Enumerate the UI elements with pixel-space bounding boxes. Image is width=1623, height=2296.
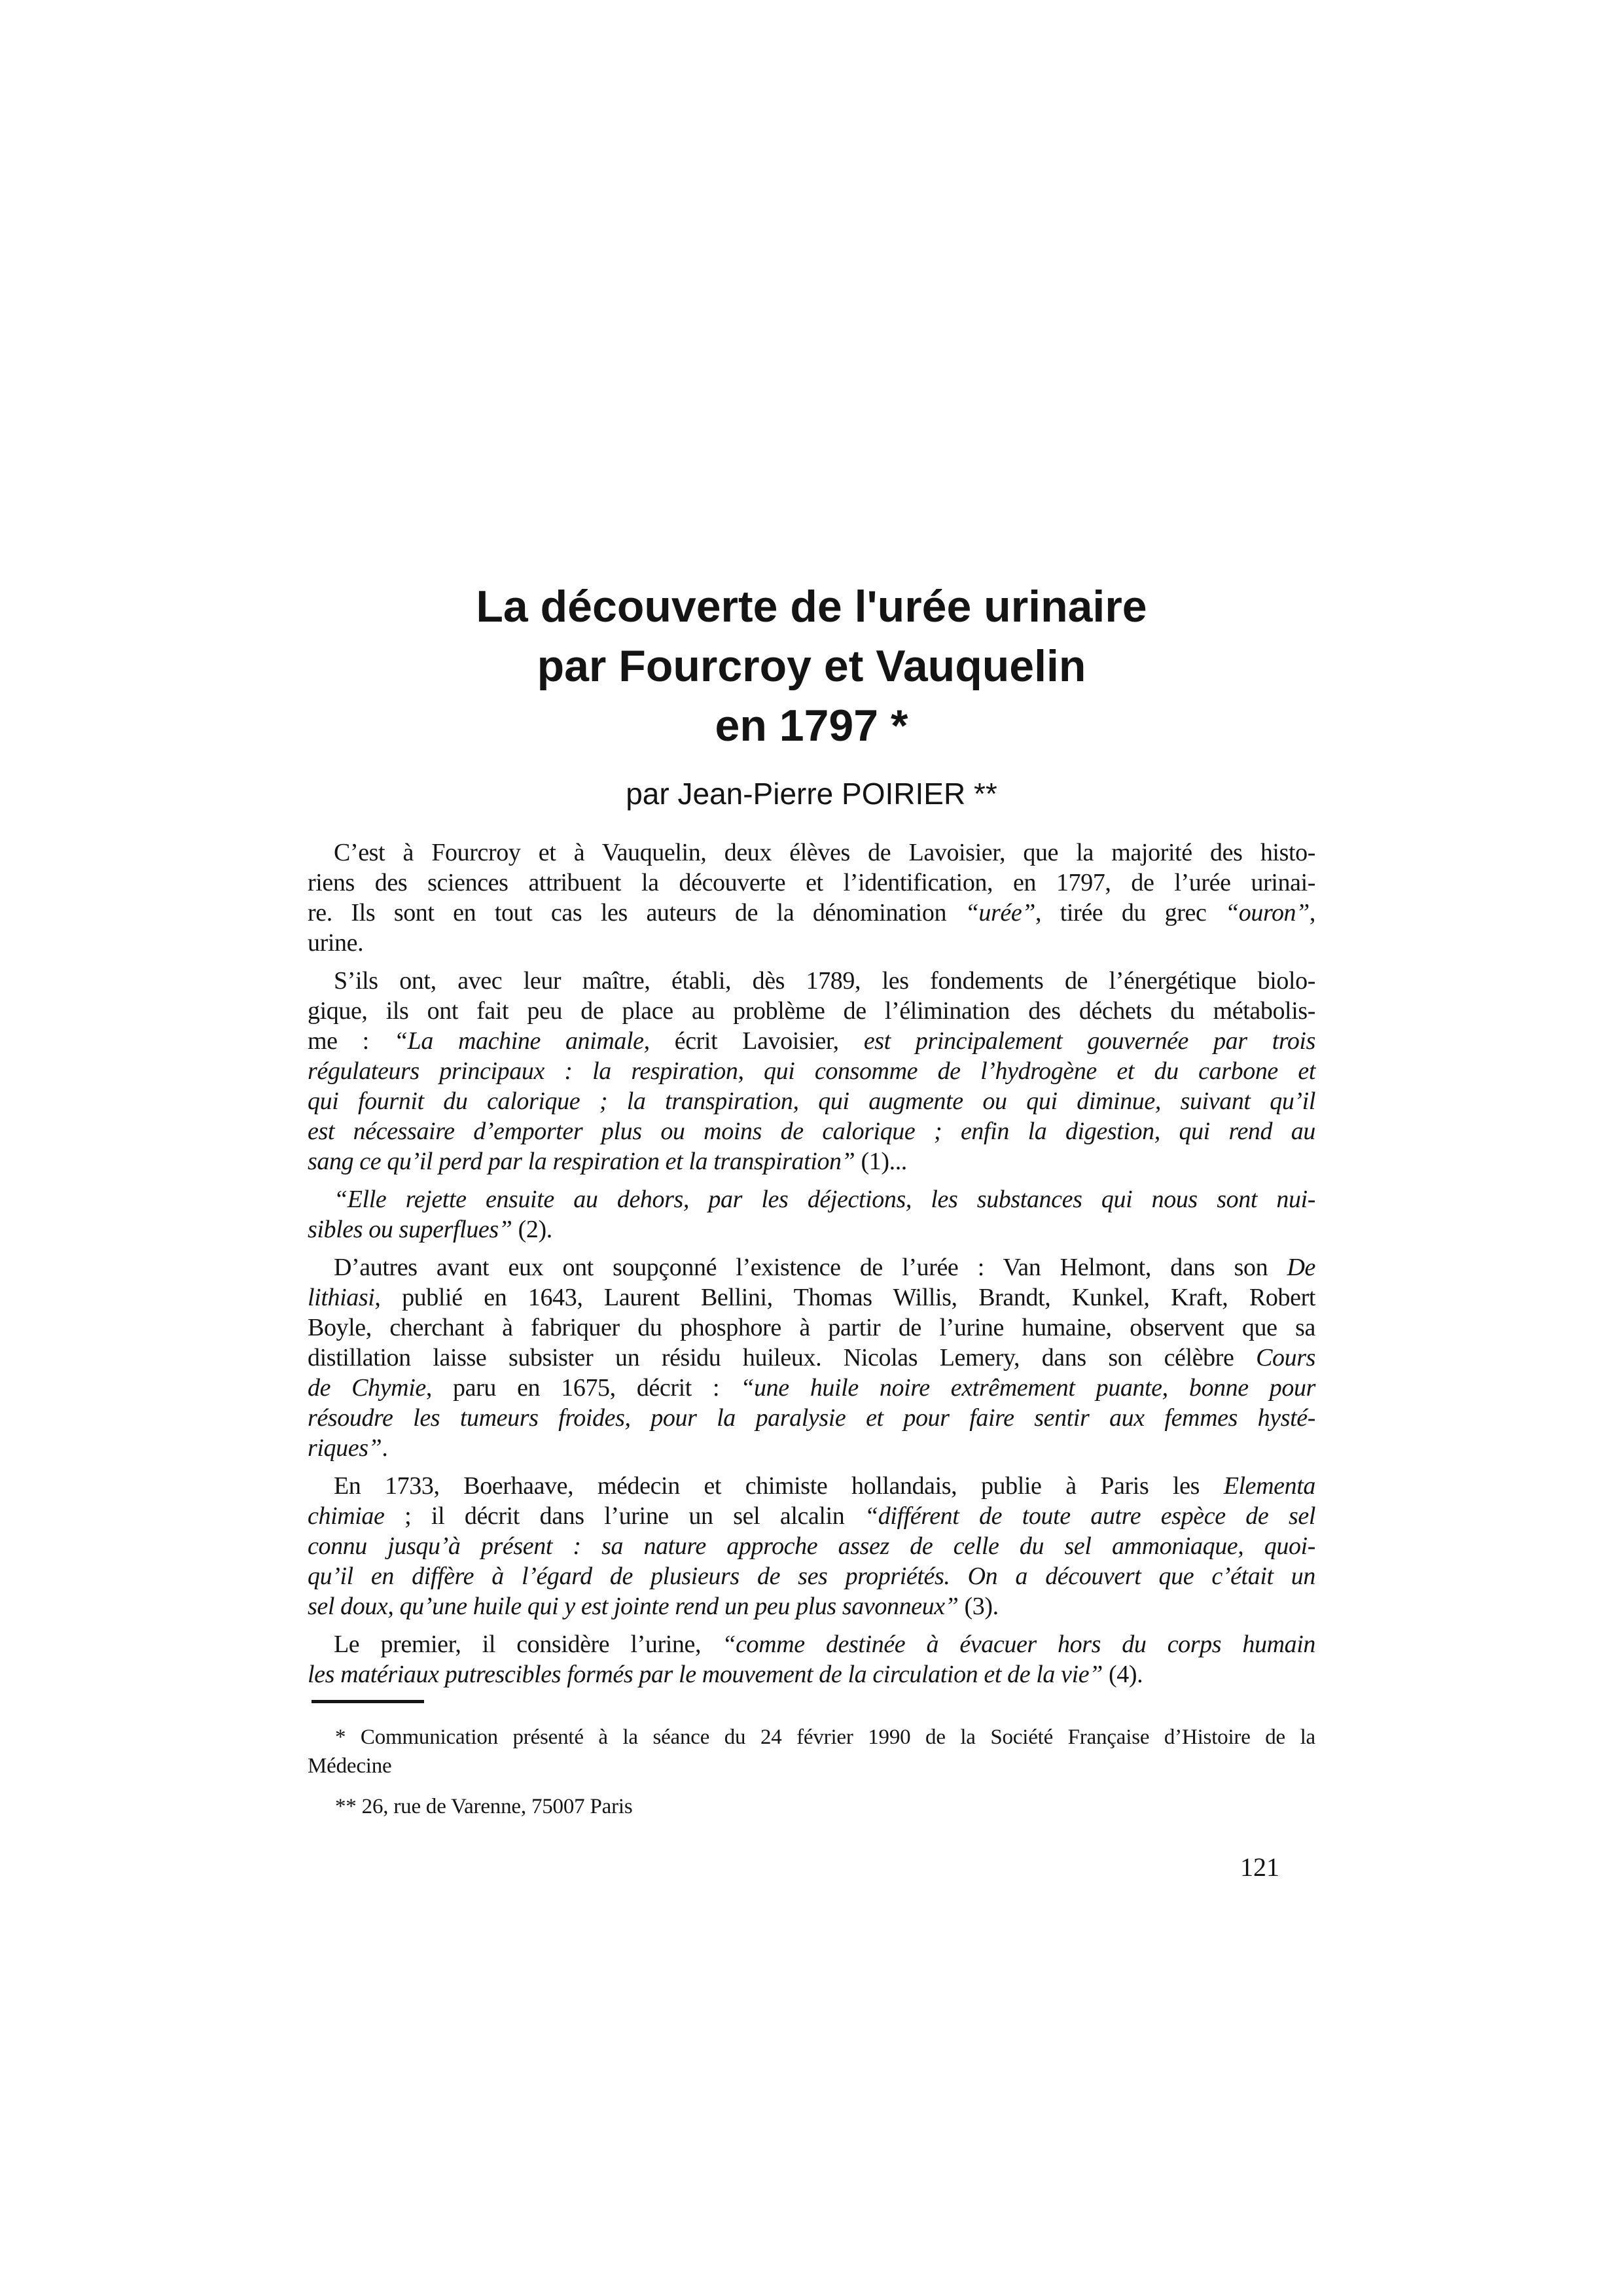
italic-text-run: connu jusqu’à présent : sa nature approche assez de celle du sel ammoniaque, quoi- (308, 1532, 1315, 1560)
text-run: Boyle, cherchant à fabriquer du phosphore à partir de l’urine humaine, observent que sa (308, 1314, 1315, 1341)
italic-text-run: sibles ou superflues” (308, 1216, 512, 1243)
body-paragraph (308, 1252, 1315, 1463)
italic-text-run: résoudre les tumeurs froides, pour la paralysie et pour faire sentir aux femmes hysté- (308, 1404, 1315, 1432)
italic-text-run: qu’il en diffère à l’égard de plusieurs de ses propriétés. On a découvert que c’était un (308, 1563, 1315, 1590)
italic-text-run: qui fournit du calorique ; la transpiration, qui augmente ou qui diminue, suivant qu’il (308, 1087, 1315, 1115)
italic-text-run: sang ce qu’il perd par la respiration et la transpiration” (308, 1148, 855, 1175)
text-line (308, 928, 1315, 958)
text-run: D’autres avant eux ont soupçonné l’existence de l’urée : Van Helmont, dans son (334, 1254, 1287, 1281)
text-run: ** 26, rue de Varenne, 75007 Paris (335, 1795, 633, 1818)
text-line (308, 1282, 1315, 1313)
text-run: , tirée du grec (1035, 899, 1226, 927)
text-run: urine. (308, 929, 364, 957)
text-line (308, 1116, 1315, 1146)
italic-text-run: “Elle rejette ensuite au dehors, par les déjections, les substances qui nous sont nui- (334, 1186, 1315, 1213)
italic-text-run: chimiae (308, 1502, 385, 1530)
italic-text-run: “différent de toute autre espèce de sel (864, 1502, 1315, 1530)
article-title-line-2: par Fourcroy et Vauquelin (537, 641, 1086, 691)
article-title-block (308, 577, 1315, 812)
text-run: . (382, 1434, 388, 1462)
body-paragraph (308, 1471, 1315, 1621)
text-line (308, 1313, 1315, 1343)
text-line (308, 1792, 1315, 1821)
author-byline: par Jean-Pierre POIRIER ** (626, 777, 997, 811)
text-run: (1)... (855, 1148, 907, 1175)
italic-text-run: les matériaux putrescibles formés par le mouvement de la circulation et de la vie” (308, 1661, 1103, 1688)
footnote-block (308, 1700, 1315, 1821)
text-run: Le premier, il considère l’urine, (334, 1631, 722, 1658)
text-line (308, 868, 1315, 898)
text-run: distillation laisse subsister un résidu huileux. Nicolas Lemery, dans son célèbre (308, 1344, 1257, 1371)
text-line (308, 966, 1315, 996)
text-line (308, 838, 1315, 868)
article-title-line-1: La découverte de l'urée urinaire (476, 582, 1147, 631)
text-run: re. Ils sont en tout cas les auteurs de la dénomination (308, 899, 965, 927)
text-run: S’ils ont, avec leur maître, établi, dès 1789, les fondements de l’énergétique biolo- (334, 967, 1315, 995)
text-run: En 1733, Boerhaave, médecin et chimiste hollandais, publie à Paris les (334, 1472, 1224, 1500)
italic-text-run: “urée” (965, 899, 1036, 927)
footnote-rule (312, 1700, 424, 1703)
text-run: me : (308, 1027, 394, 1055)
text-line (308, 1056, 1315, 1086)
footnote (308, 1723, 1315, 1780)
text-line (308, 1501, 1315, 1531)
text-run: écrit Lavoisier, (649, 1027, 864, 1055)
text-run: riens des sciences attribuent la découverte et l’identification, en 1797, de l’urée urinai- (308, 869, 1315, 896)
text-run: (4). (1102, 1661, 1143, 1688)
text-line (308, 1184, 1315, 1214)
text-line (308, 1086, 1315, 1116)
text-line (308, 1026, 1315, 1056)
text-run: (2). (512, 1216, 552, 1243)
text-run: (3). (958, 1593, 999, 1620)
text-line (308, 1433, 1315, 1463)
text-line (308, 1629, 1315, 1659)
italic-text-run: sel doux, qu’une huile qui y est jointe rend un peu plus savonneux” (308, 1593, 959, 1620)
italic-text-run: de Chymie (308, 1374, 426, 1402)
italic-text-run: est nécessaire d’emporter plus ou moins de calorique ; enfin la digestion, qui rend au (308, 1118, 1315, 1145)
text-run: * Communication présenté à la séance du 24 février 1990 de la Société Française d’Histoire de la (335, 1725, 1315, 1749)
text-line (308, 1373, 1315, 1403)
article-title-line-3: en 1797 * (715, 701, 908, 751)
text-line (308, 1561, 1315, 1591)
text-line (308, 1343, 1315, 1373)
text-run: ; il décrit dans l’urine un sel alcalin (384, 1502, 865, 1530)
italic-text-run: est principalement gouvernée par trois (863, 1027, 1315, 1055)
text-run: , (1309, 899, 1315, 927)
text-line (308, 996, 1315, 1026)
text-run: C’est à Fourcroy et à Vauquelin, deux élèves de Lavoisier, que la majorité des histo- (334, 839, 1315, 866)
italic-text-run: riques” (308, 1434, 382, 1462)
italic-text-run: Elementa (1223, 1472, 1315, 1500)
body-paragraph (308, 838, 1315, 958)
text-line (308, 1723, 1315, 1752)
footnote-items (308, 1723, 1315, 1821)
text-line (308, 1146, 1315, 1176)
italic-text-run: “La machine animale, (393, 1027, 650, 1055)
body-paragraph (308, 1184, 1315, 1245)
text-line (308, 1752, 1315, 1780)
text-run: , publié en 1643, Laurent Bellini, Thomas Willis, Brandt, Kunkel, Kraft, Robert (374, 1284, 1315, 1311)
italic-text-run: Cours (1256, 1344, 1315, 1371)
text-line (308, 1214, 1315, 1245)
italic-text-run: De (1287, 1254, 1315, 1281)
text-run: , paru en 1675, décrit : (425, 1374, 741, 1402)
text-line (308, 1659, 1315, 1689)
italic-text-run: “ouron” (1225, 899, 1310, 927)
body-paragraph (308, 1629, 1315, 1689)
page-number: 121 (1240, 1852, 1279, 1882)
italic-text-run: “comme destinée à évacuer hors du corps humain (722, 1631, 1316, 1658)
text-line (308, 898, 1315, 928)
text-run: Médecine (308, 1754, 392, 1778)
article-body (308, 838, 1315, 1689)
italic-text-run: “une huile noire extrêmement puante, bonne pour (740, 1374, 1315, 1402)
body-paragraph (308, 966, 1315, 1176)
italic-text-run: lithiasi (308, 1284, 375, 1311)
text-run: gique, ils ont fait peu de place au problème de l’élimination des déchets du métabolis- (308, 997, 1315, 1025)
text-line (308, 1252, 1315, 1282)
text-line (308, 1531, 1315, 1561)
text-line (308, 1403, 1315, 1433)
footnote (308, 1792, 1315, 1821)
text-line (308, 1591, 1315, 1621)
text-line (308, 1471, 1315, 1501)
italic-text-run: régulateurs principaux : la respiration, qui consomme de l’hydrogène et du carbone et (308, 1057, 1315, 1085)
